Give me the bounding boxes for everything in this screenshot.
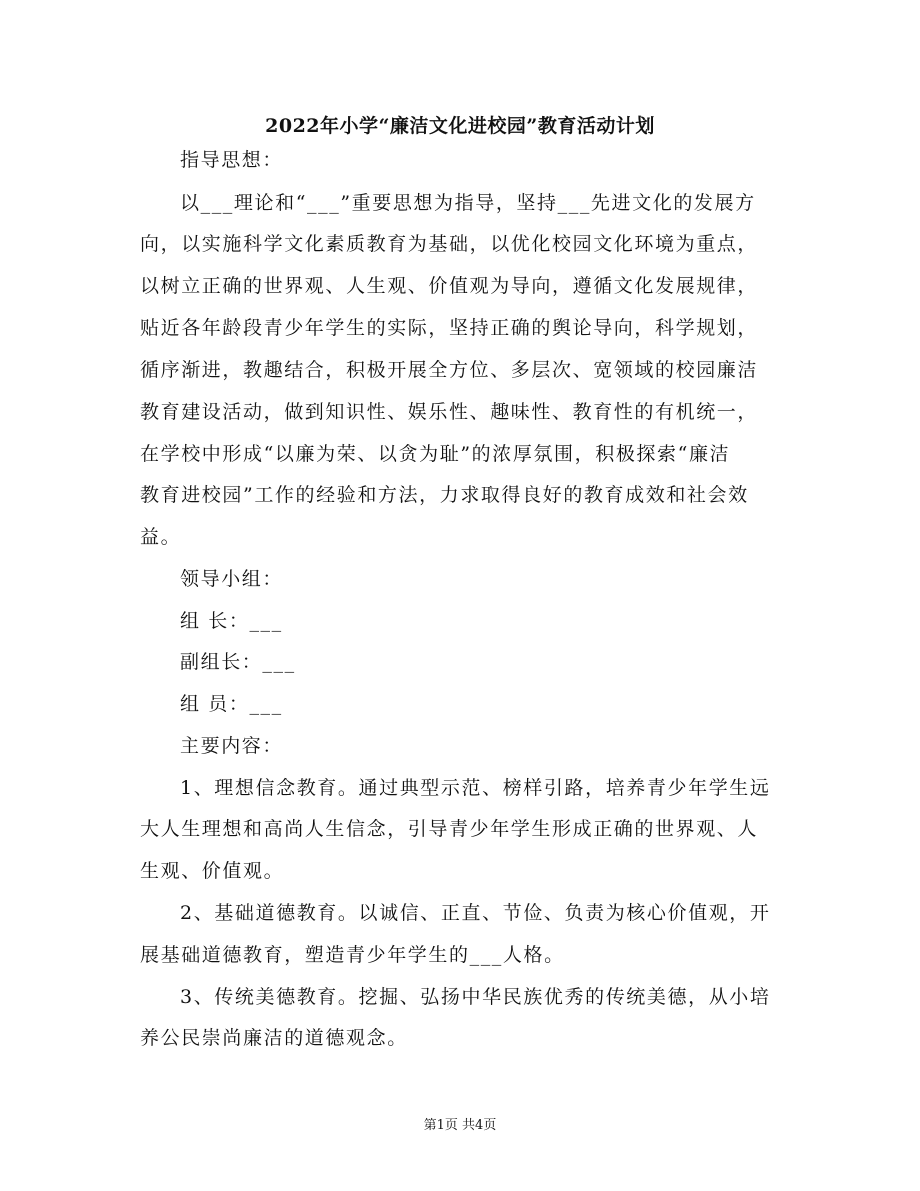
heading-guiding-ideology: 指导思想： (180, 149, 284, 171)
paragraph-line: 1、理想信念教育。通过典型示范、榜样引路，培养青少年学生远 (180, 777, 771, 799)
heading-leadership-group: 领导小组： (180, 568, 284, 590)
group-leader-line: 组 长：___ (180, 610, 283, 632)
paragraph-line: 3、传统美德教育。挖掘、弘扬中华民族优秀的传统美德，从小培 (180, 986, 771, 1008)
heading-main-content: 主要内容： (180, 735, 284, 757)
paragraph-line: 养公民崇尚廉洁的道德观念。 (140, 1027, 408, 1049)
paragraph-line: 2、基础道德教育。以诚信、正直、节俭、负责为核心价值观，开 (180, 902, 771, 924)
page-number-footer: 第1页 共4页 (423, 1118, 497, 1133)
paragraph-line: 教育进校园”工作的经验和方法，力求取得良好的教育成效和社会效 (140, 484, 749, 506)
paragraph-line: 以___理论和“___”重要思想为指导，坚持___先进文化的发展方 (180, 192, 756, 214)
paragraph-line: 贴近各年龄段青少年学生的实际，坚持正确的舆论导向，科学规划， (140, 317, 759, 339)
paragraph-line: 向，以实施科学文化素质教育为基础，以优化校园文化环境为重点， (140, 233, 759, 255)
paragraph-line: 循序渐进，教趣结合，积极开展全方位、多层次、宽领域的校园廉洁 (140, 359, 759, 381)
paragraph-line: 以树立正确的世界观、人生观、价值观为导向，遵循文化发展规律， (140, 275, 759, 297)
paragraph-line: 大人生理想和高尚人生信念，引导青少年学生形成正确的世界观、人 (140, 818, 759, 840)
paragraph-line: 在学校中形成“以廉为荣、以贪为耻”的浓厚氛围，积极探索“廉洁 (140, 443, 731, 465)
paragraph-line: 生观、价值观。 (140, 860, 285, 882)
paragraph-line: 展基础道德教育，塑造青少年学生的___人格。 (140, 944, 565, 966)
paragraph-line: 益。 (140, 526, 182, 548)
group-member-line: 组 员：___ (180, 693, 283, 715)
deputy-leader-line: 副组长：___ (180, 651, 296, 673)
document-title: 2022年小学“廉洁文化进校园”教育活动计划 (265, 115, 655, 137)
paragraph-line: 教育建设活动，做到知识性、娱乐性、趣味性、教育性的有机统一， (140, 401, 759, 423)
